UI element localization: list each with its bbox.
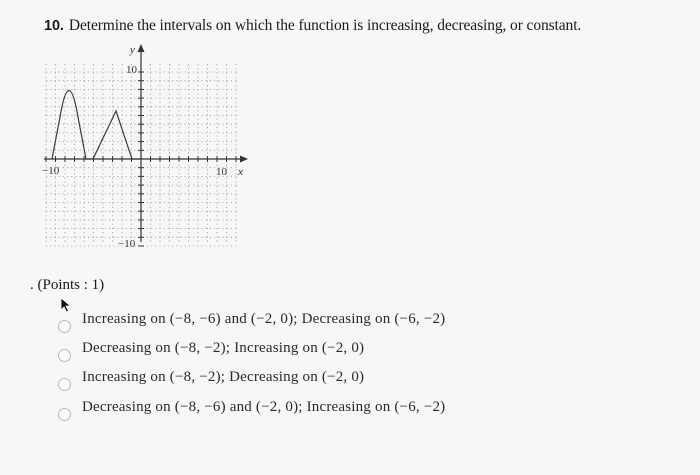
- option-1[interactable]: [52, 308, 532, 332]
- option-1-radio[interactable]: [58, 320, 71, 333]
- option-3-label: Increasing on (−8, −2); Decreasing on (−2, 0): [82, 369, 365, 385]
- option-4-label: Decreasing on (−8, −6) and (−2, 0); Increasing on (−6, −2): [82, 399, 446, 415]
- x-tick-left-label: −10: [42, 165, 60, 177]
- question-text: [44, 17, 581, 35]
- points-label: . (Points : 1): [30, 277, 105, 293]
- question-prompt: Determine the intervals on which the function is increasing, decreasing, or constant.: [68, 17, 582, 34]
- option-4-radio[interactable]: [58, 408, 71, 421]
- y-axis-label: y: [130, 44, 135, 56]
- option-2-label: Decreasing on (−8, −2); Increasing on (−2, 0): [82, 340, 365, 356]
- option-3[interactable]: [52, 366, 532, 390]
- option-2-radio[interactable]: [58, 349, 71, 362]
- x-axis-arrow: [240, 156, 248, 163]
- option-4[interactable]: [52, 396, 532, 420]
- option-2[interactable]: [52, 337, 532, 361]
- y-tick-bottom-label: −10: [118, 238, 136, 250]
- y-tick-top-label: 10: [126, 64, 137, 76]
- y-axis-arrow: [138, 44, 145, 52]
- option-3-radio[interactable]: [58, 378, 71, 391]
- question-number: 10.: [44, 18, 64, 34]
- x-axis-label: x: [238, 166, 243, 178]
- option-1-label: Increasing on (−8, −6) and (−2, 0); Decreasing on (−6, −2): [82, 311, 446, 327]
- x-tick-right-label: 10: [216, 166, 227, 178]
- function-graph: [40, 42, 255, 252]
